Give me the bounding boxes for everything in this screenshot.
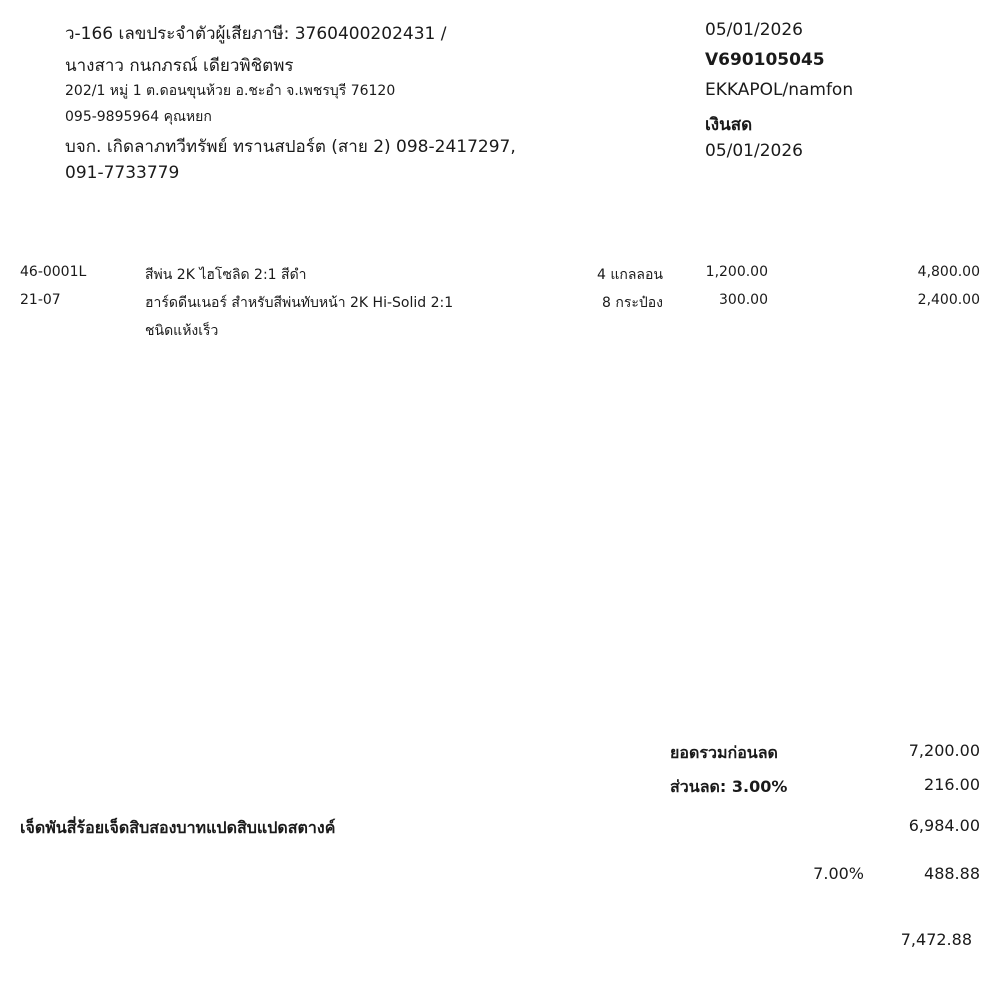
transport-line-2: 091-7733779 <box>65 163 180 183</box>
customer-name: นางสาว กนกภรณ์ เดียวพิชิตพร <box>65 56 294 76</box>
customer-address: 202/1 หมู่ 1 ต.ดอนขุนห้วย อ.ชะอำ จ.เพชรบุรี 76120 <box>65 83 396 99</box>
discount-value: 216.00 <box>924 775 980 794</box>
customer-code-taxid: ว-166 เลขประจำตัวผู้เสียภาษี: 3760400202431 / <box>65 24 447 44</box>
document-number: V690105045 <box>705 50 825 70</box>
document-date: 05/01/2026 <box>705 20 803 40</box>
discount-label: ส่วนลด: 3.00% <box>670 777 788 796</box>
item-unit-price: 300.00 <box>719 292 768 308</box>
item-code: 46-0001L <box>20 264 87 280</box>
after-discount-value: 6,984.00 <box>908 816 980 835</box>
transport-line-1: บจก. เกิดลาภทวีทรัพย์ ทรานสปอร์ต (สาย 2) 098-2417297, <box>65 137 516 157</box>
due-date: 05/01/2026 <box>705 141 803 161</box>
item-description: สีพ่น 2K ไฮโซลิด 2:1 สีดำ <box>145 267 307 283</box>
item-quantity: 4 แกลลอน <box>597 267 663 283</box>
grand-total: 7,472.88 <box>900 930 972 949</box>
vat-amount: 488.88 <box>924 864 980 883</box>
customer-phone: 095-9895964 คุณหยก <box>65 109 212 125</box>
amount-in-words: เจ็ดพันสี่ร้อยเจ็ดสิบสองบาทแปดสิบแปดสตางค์ <box>20 818 336 837</box>
item-unit-price: 1,200.00 <box>705 264 768 280</box>
payment-type: เงินสด <box>705 115 753 135</box>
item-description: ฮาร์ดดีนเนอร์ สำหรับสีพ่นทับหน้า 2K Hi-Solid 2:1 <box>145 295 454 311</box>
item-quantity: 8 กระป๋อง <box>601 295 663 311</box>
item-code: 21-07 <box>20 292 61 308</box>
item-amount: 4,800.00 <box>917 264 980 280</box>
subtotal-label: ยอดรวมก่อนลด <box>670 743 778 762</box>
vat-rate: 7.00% <box>813 864 864 883</box>
item-amount: 2,400.00 <box>917 292 980 308</box>
salesperson: EKKAPOL/namfon <box>705 80 854 100</box>
subtotal-value: 7,200.00 <box>908 741 980 760</box>
item-description-line-2: ชนิดแห้งเร็ว <box>145 323 219 339</box>
